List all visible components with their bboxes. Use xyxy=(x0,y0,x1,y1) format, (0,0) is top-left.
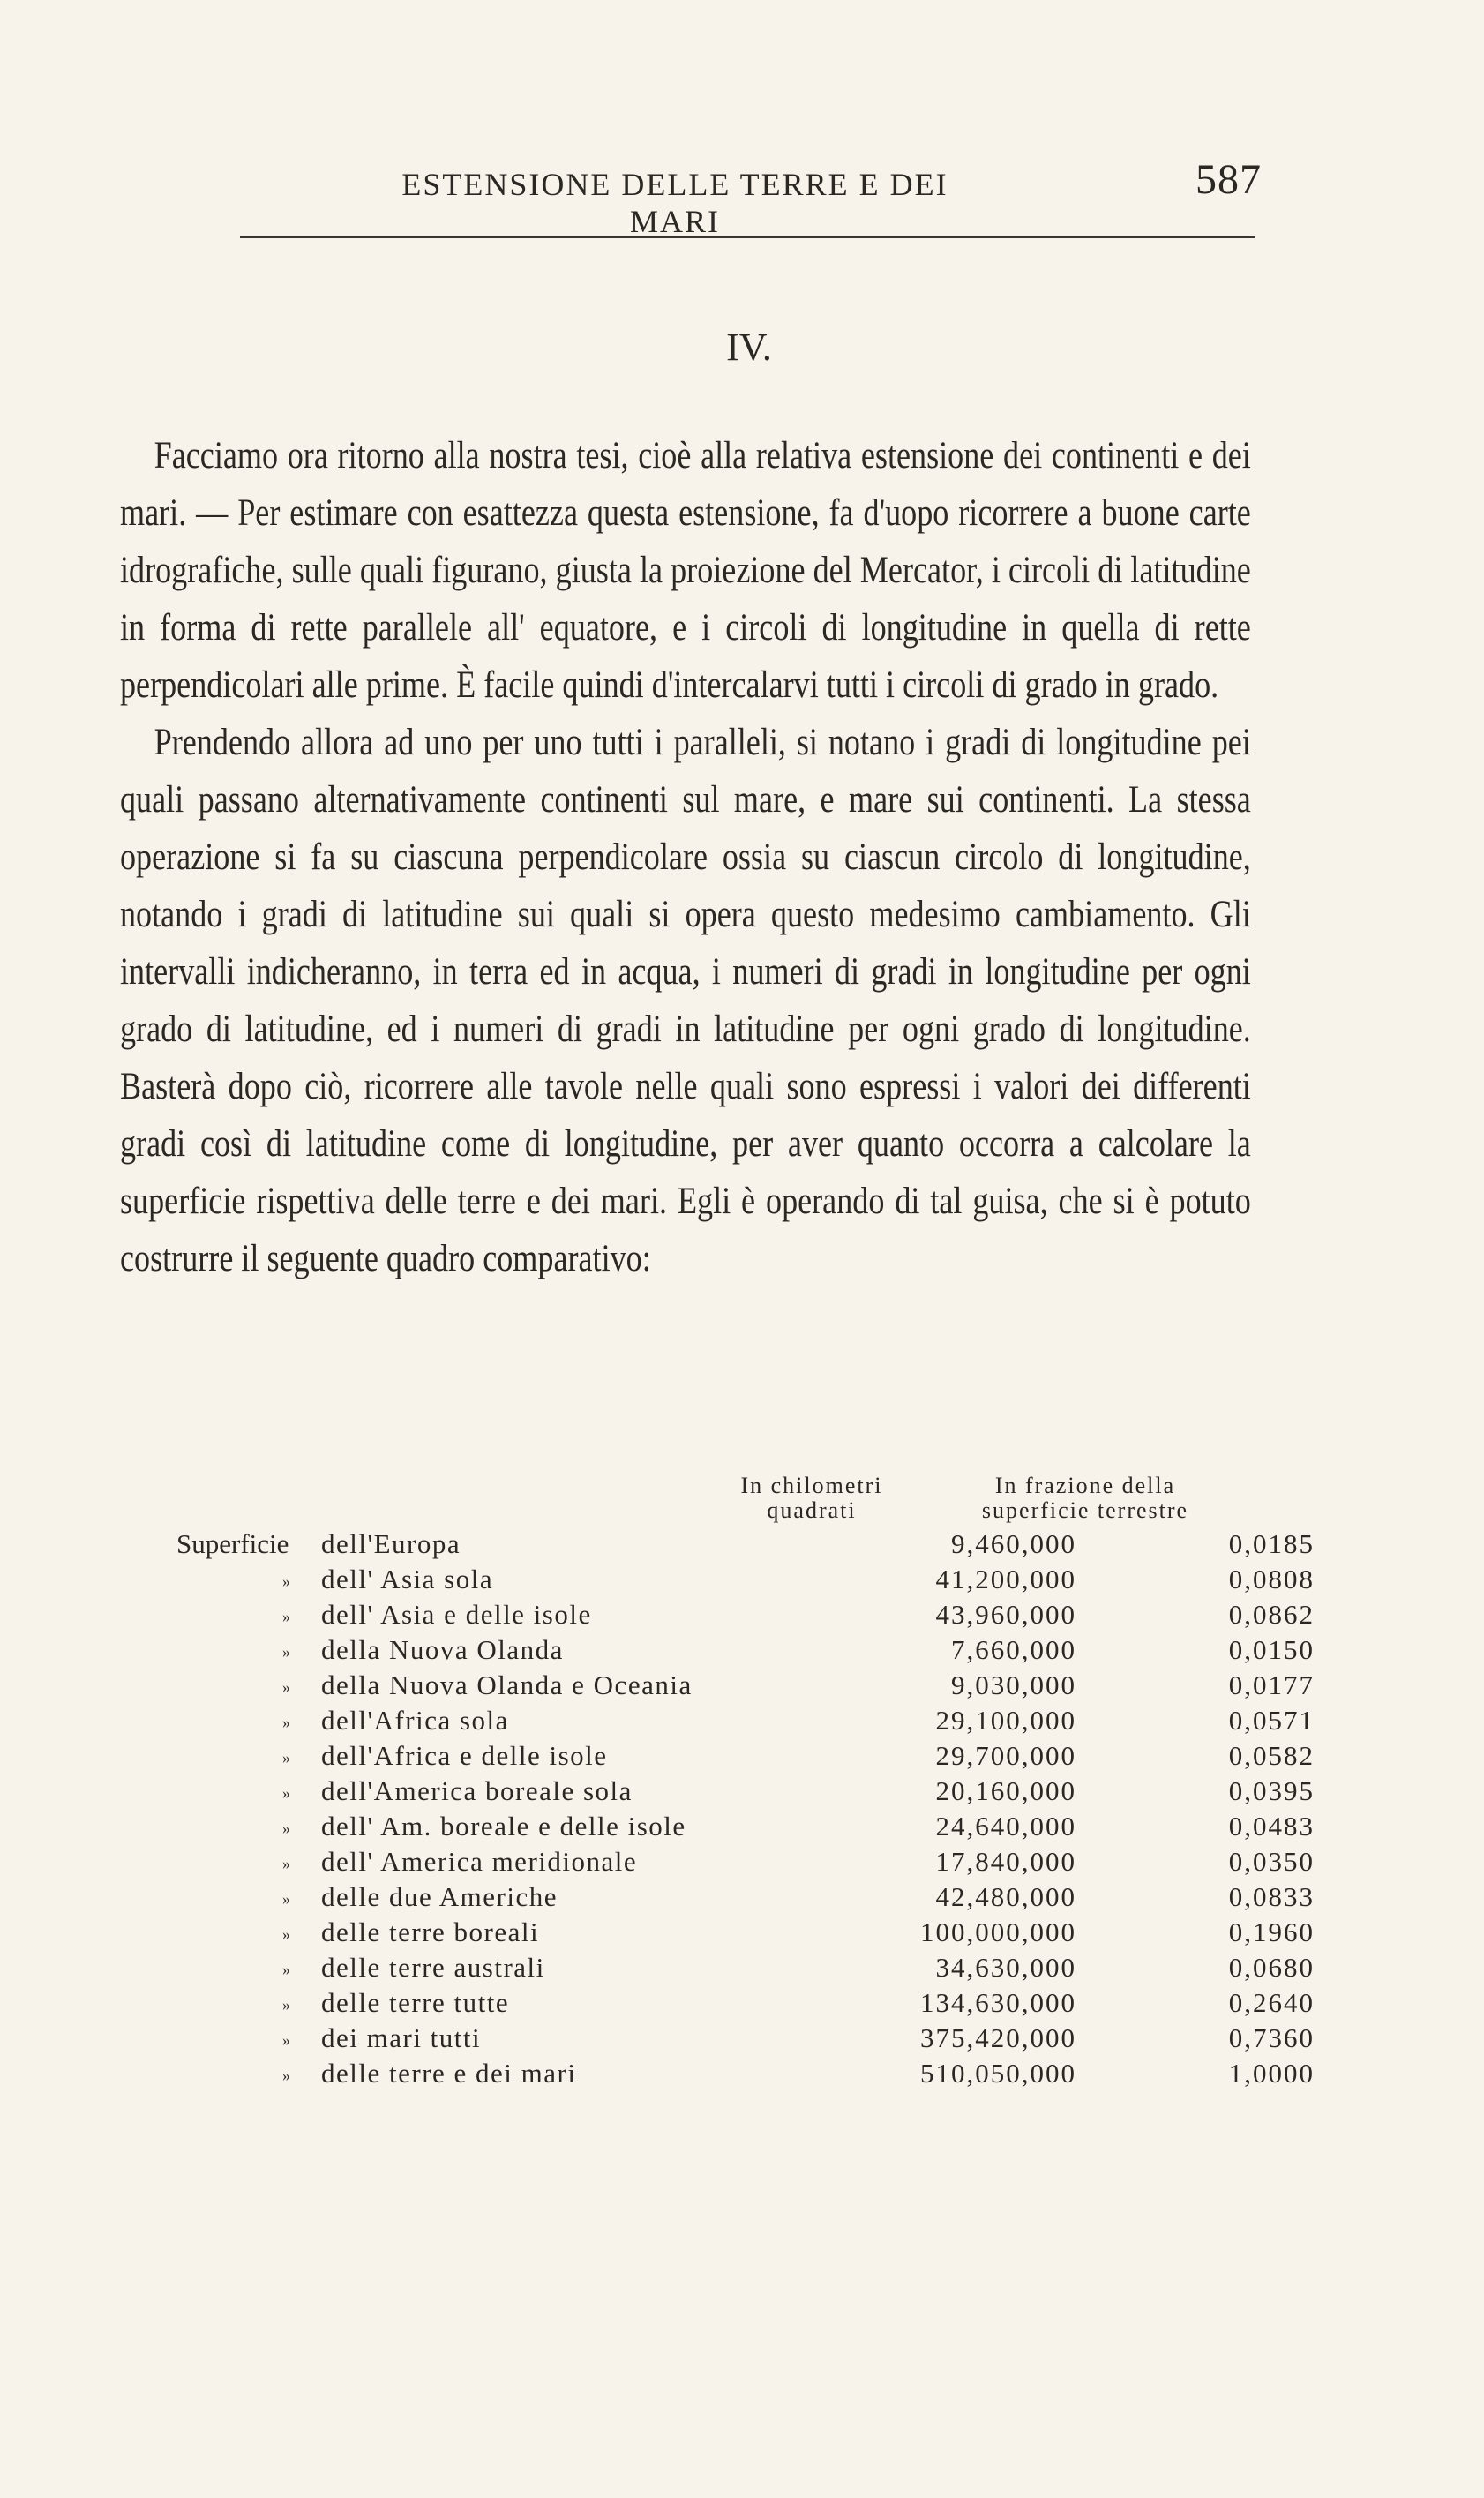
surface-table xyxy=(176,1528,1315,2093)
row-km-value: 29,100,000 xyxy=(935,1705,1076,1736)
row-km-value: 43,960,000 xyxy=(935,1599,1076,1630)
column-header-km: In chilometri quadrati xyxy=(740,1473,883,1523)
row-fraction-value: 0,0808 xyxy=(1228,1564,1315,1594)
table-row xyxy=(176,1881,1315,1917)
row-fraction-value: 0,0833 xyxy=(1228,1881,1315,1912)
ditto-mark: » xyxy=(282,1890,290,1908)
row-fraction-value: 0,2640 xyxy=(1228,1987,1315,2018)
table-row xyxy=(176,1528,1315,1564)
table-row xyxy=(176,1564,1315,1599)
row-fraction-value: 0,0571 xyxy=(1228,1705,1315,1736)
table-row xyxy=(176,2058,1315,2093)
table-row xyxy=(176,1952,1315,1987)
row-fraction-value: 0,0395 xyxy=(1228,1775,1315,1806)
row-km-value: 7,660,000 xyxy=(951,1634,1076,1665)
row-label: della Nuova Olanda e Oceania xyxy=(321,1669,693,1700)
ditto-mark: » xyxy=(282,1961,290,1978)
ditto-mark: » xyxy=(282,2067,290,2084)
row-km-value: 42,480,000 xyxy=(935,1881,1076,1912)
ditto-mark: » xyxy=(282,1749,290,1767)
page-number: 587 xyxy=(1195,156,1262,203)
section-number: IV. xyxy=(726,326,772,369)
row-label: dell'Europa xyxy=(321,1528,461,1559)
table-row xyxy=(176,2022,1315,2058)
row-km-value: 134,630,000 xyxy=(920,1987,1076,2018)
table-row xyxy=(176,1811,1315,1846)
column-header-fraction: In frazione della superficie terrestre xyxy=(981,1473,1189,1523)
ditto-mark: » xyxy=(282,1572,290,1590)
ditto-mark: » xyxy=(282,1784,290,1802)
row-km-value: 510,050,000 xyxy=(920,2058,1076,2089)
row-label: delle terre e dei mari xyxy=(321,2058,577,2089)
ditto-mark: » xyxy=(282,1678,290,1696)
row-fraction-value: 1,0000 xyxy=(1228,2058,1315,2089)
ditto-mark: » xyxy=(282,1643,290,1661)
row-km-value: 9,460,000 xyxy=(951,1528,1076,1559)
row-km-value: 24,640,000 xyxy=(935,1811,1076,1842)
row-fraction-value: 0,1960 xyxy=(1228,1917,1315,1947)
paragraph: Facciamo ora ritorno alla nostra tesi, cioè alla relativa estensione dei continenti e dei mari. — Per estimare con esattezza questa estensione, fa d'uopo ricorrere a buone carte idrografiche, sulle quali figurano, giusta la proiezione del Mercator, i circoli di latitudine in forma di rette parallele all' equatore, e i circoli di longitudine in quella di rette perpendicolari alle prime. È facile quindi d'intercalarvi tutti i circoli di grado in grado. xyxy=(120,435,1251,706)
table-row xyxy=(176,1987,1315,2022)
table-row xyxy=(176,1917,1315,1952)
row-label: dell' Asia e delle isole xyxy=(321,1599,592,1630)
row-fraction-value: 0,0582 xyxy=(1228,1740,1315,1771)
table-row xyxy=(176,1599,1315,1634)
paragraph: Prendendo allora ad uno per uno tutti i paralleli, si notano i gradi di longitudine pei quali passano alternativamente continenti sul mare, e mare sui continenti. La stessa operazione si fa su ciascuna perpendicolare ossia su ciascun circolo di longitudine, notando i gradi di latitudine sui quali si opera questo medesimo cambiamento. Gli intervalli indicheranno, in terra ed in acqua, i numeri di gradi in longitudine per ogni grado di latitudine, ed i numeri di gradi in latitudine per ogni grado di longitudine. Basterà dopo ciò, ricorrere alle tavole nelle quali sono espressi i valori dei differenti gradi così di latitudine come di longitudine, per aver quanto occorra a calcolare la superficie rispettiva delle terre e dei mari. Egli è operando di tal guisa, che si è potuto costrurre il seguente quadro comparativo: xyxy=(120,722,1251,1279)
row-prefix: Superficie xyxy=(176,1528,289,1559)
row-fraction-value: 0,0150 xyxy=(1228,1634,1315,1665)
row-km-value: 41,200,000 xyxy=(935,1564,1076,1594)
row-fraction-value: 0,0177 xyxy=(1228,1669,1315,1700)
header-rule xyxy=(240,236,1255,238)
row-label: delle terre australi xyxy=(321,1952,545,1983)
row-km-value: 34,630,000 xyxy=(935,1952,1076,1983)
row-fraction-value: 0,0185 xyxy=(1228,1528,1315,1559)
row-label: dell'Africa e delle isole xyxy=(321,1740,608,1771)
row-label: dell' Am. boreale e delle isole xyxy=(321,1811,686,1842)
ditto-mark: » xyxy=(282,1714,290,1731)
row-km-value: 100,000,000 xyxy=(920,1917,1076,1947)
body-text xyxy=(120,427,1251,1287)
running-head: ESTENSIONE DELLE TERRE E DEI MARI xyxy=(401,167,948,239)
ditto-mark: » xyxy=(282,1608,290,1625)
row-km-value: 29,700,000 xyxy=(935,1740,1076,1771)
table-row xyxy=(176,1705,1315,1740)
row-label: delle due Americhe xyxy=(321,1881,558,1912)
table-row xyxy=(176,1740,1315,1775)
row-fraction-value: 0,0680 xyxy=(1228,1952,1315,1983)
row-fraction-value: 0,7360 xyxy=(1228,2022,1315,2053)
row-km-value: 375,420,000 xyxy=(920,2022,1076,2053)
row-label: delle terre tutte xyxy=(321,1987,510,2018)
row-label: dell' Asia sola xyxy=(321,1564,494,1594)
row-label: delle terre boreali xyxy=(321,1917,540,1947)
row-label: dell'America boreale sola xyxy=(321,1775,633,1806)
table-row xyxy=(176,1846,1315,1881)
ditto-mark: » xyxy=(282,2031,290,2049)
row-fraction-value: 0,0483 xyxy=(1228,1811,1315,1842)
table-row xyxy=(176,1669,1315,1705)
row-fraction-value: 0,0862 xyxy=(1228,1599,1315,1630)
row-label: della Nuova Olanda xyxy=(321,1634,564,1665)
ditto-mark: » xyxy=(282,1996,290,2014)
row-km-value: 9,030,000 xyxy=(951,1669,1076,1700)
ditto-mark: » xyxy=(282,1819,290,1837)
row-fraction-value: 0,0350 xyxy=(1228,1846,1315,1877)
table-row xyxy=(176,1634,1315,1669)
row-label: dell' America meridionale xyxy=(321,1846,638,1877)
ditto-mark: » xyxy=(282,1855,290,1872)
row-km-value: 20,160,000 xyxy=(935,1775,1076,1806)
row-label: dell'Africa sola xyxy=(321,1705,509,1736)
row-label: dei mari tutti xyxy=(321,2022,482,2053)
row-km-value: 17,840,000 xyxy=(935,1846,1076,1877)
table-row xyxy=(176,1775,1315,1811)
ditto-mark: » xyxy=(282,1925,290,1943)
